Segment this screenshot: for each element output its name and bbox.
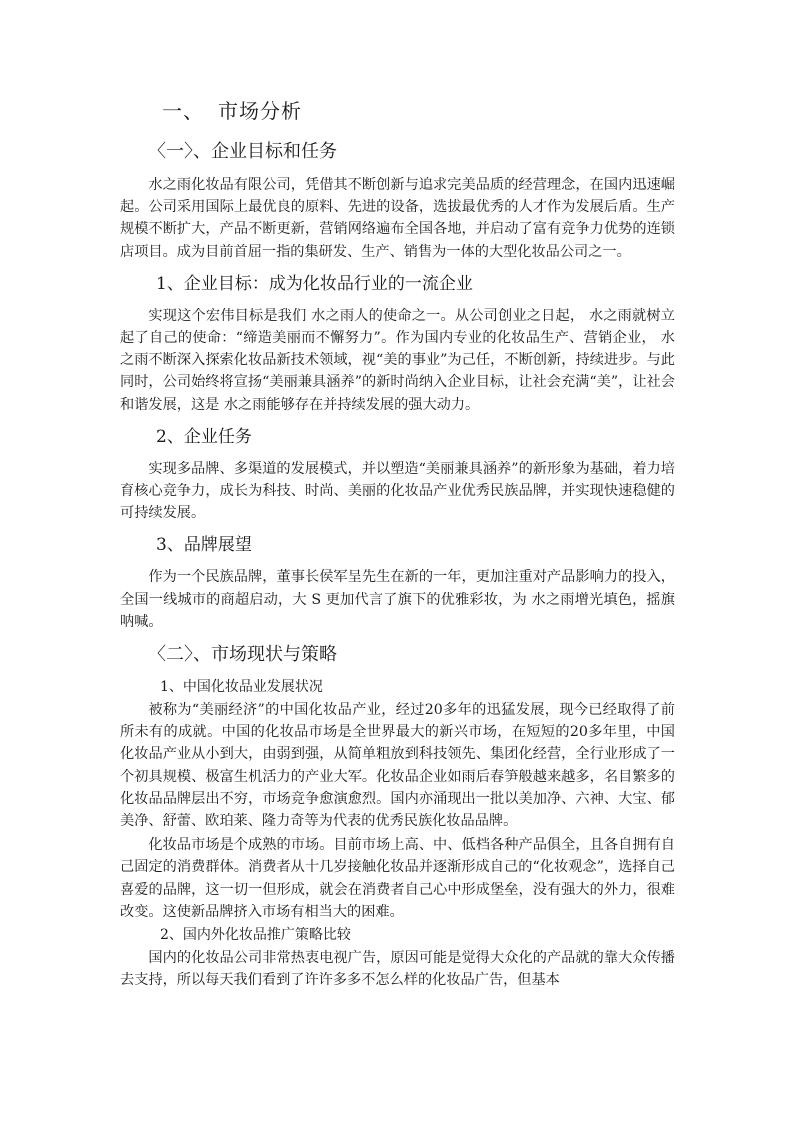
paragraph-industry-status-2: 化妆品市场是个成熟的市场。目前市场上高、中、低档各种产品俱全，且各自拥有自己固定的消费群体。消费者从十几岁接触化妆品并逐渐形成自己的“化妆观念”，选择自己喜爱的品牌，这一切一但形成，就会在消费者自己心中形成堡垒，没有强大的外力，很难改变。这使新品牌挤入市场有相当大的困难。 (120, 837, 675, 920)
section-title: 市场分析 (218, 99, 302, 123)
heading-promotion-compare: 2、国内外化妆品推广策略比较 (160, 927, 351, 944)
section-number: 一、 (162, 99, 204, 123)
paragraph-enterprise-goal: 实现这个宏伟目标是我们 水之雨人的使命之一。从公司创业之日起， 水之雨就树立起了自己的使命：“缔造美丽而不懈努力”。作为国内专业的化妆品生产、营销企业， 水之雨不断深入探索化妆品新技术领域，视“美的事业”为己任，不断创新，持续进步。与此同时，公司始终将宣扬“美丽兼具涵养”的新时尚纳入企业目标，让社会充满“美”，让社会和谐发展，这是 水之雨能够存在并持续发展的强大动力。 (120, 307, 675, 413)
heading-enterprise-task: 2、企业任务 (156, 426, 252, 447)
subsection-heading-goals-tasks: 〈一〉、企业目标和任务 (148, 141, 337, 162)
heading-brand-outlook: 3、品牌展望 (156, 535, 252, 556)
subsection-heading-market-status: 〈二〉、市场现状与策略 (148, 644, 337, 666)
section-heading-market-analysis (120, 96, 675, 126)
paragraph-industry-status-1: 被称为“美丽经济”的中国化妆品产业，经过20多年的迅猛发展，现今已经取得了前所未有的成就。中国的化妆品市场是全世界最大的新兴市场，在短短的20多年里，中国化妆品产业从小到大，由弱到强，从简单粗放到科技领先、集团化经营，全行业形成了一个初具规模、极富生机活力的产业大军。化妆品企业如雨后春笋般越来越多，名目繁多的化妆品品牌层出不穷，市场竞争愈演愈烈。国内亦涌现出一批以美加净、六神、大宝、郁美净、舒蕾、欧珀莱、隆力奇等为代表的优秀民族化妆品品牌。 (120, 702, 675, 830)
document-page (120, 96, 675, 993)
heading-industry-status: 1、中国化妆品业发展状况 (160, 679, 323, 696)
paragraph-promotion-compare: 国内的化妆品公司非常热衷电视广告，原因可能是觉得大众化的产品就的靠大众传播去支持，所以每天我们看到了许许多多不怎么样的化妆品广告，但基本 (120, 950, 675, 989)
paragraph-brand-outlook: 作为一个民族品牌，董事长侯军呈先生在新的一年，更加注重对产品影响力的投入，全国一线城市的商超启动，大 S 更加代言了旗下的优雅彩妆，为 水之雨增光填色，摇旗呐喊。 (120, 569, 675, 630)
paragraph-enterprise-task: 实现多品牌、多渠道的发展模式，并以塑造“美丽兼具涵养”的新形象为基础，着力培育核心竞争力，成长为科技、时尚、美丽的化妆品产业优秀民族品牌，并实现快速稳健的可持续发展。 (120, 460, 675, 522)
heading-enterprise-goal: 1、企业目标：成为化妆品行业的一流企业 (156, 273, 473, 294)
paragraph-company-intro: 水之雨化妆品有限公司，凭借其不断创新与追求完美品质的经营理念，在国内迅速崛起。公司采用国际上最优良的原料、先进的设备，选拔最优秀的人才作为发展后盾。生产规模不断扩大，产品不断更新，营销网络遍布全国各地，并启动了富有竞争力优势的连锁店项目。成为目前首屈一指的集研发、生产、销售为一体的大型化妆品公司之一。 (120, 177, 675, 260)
